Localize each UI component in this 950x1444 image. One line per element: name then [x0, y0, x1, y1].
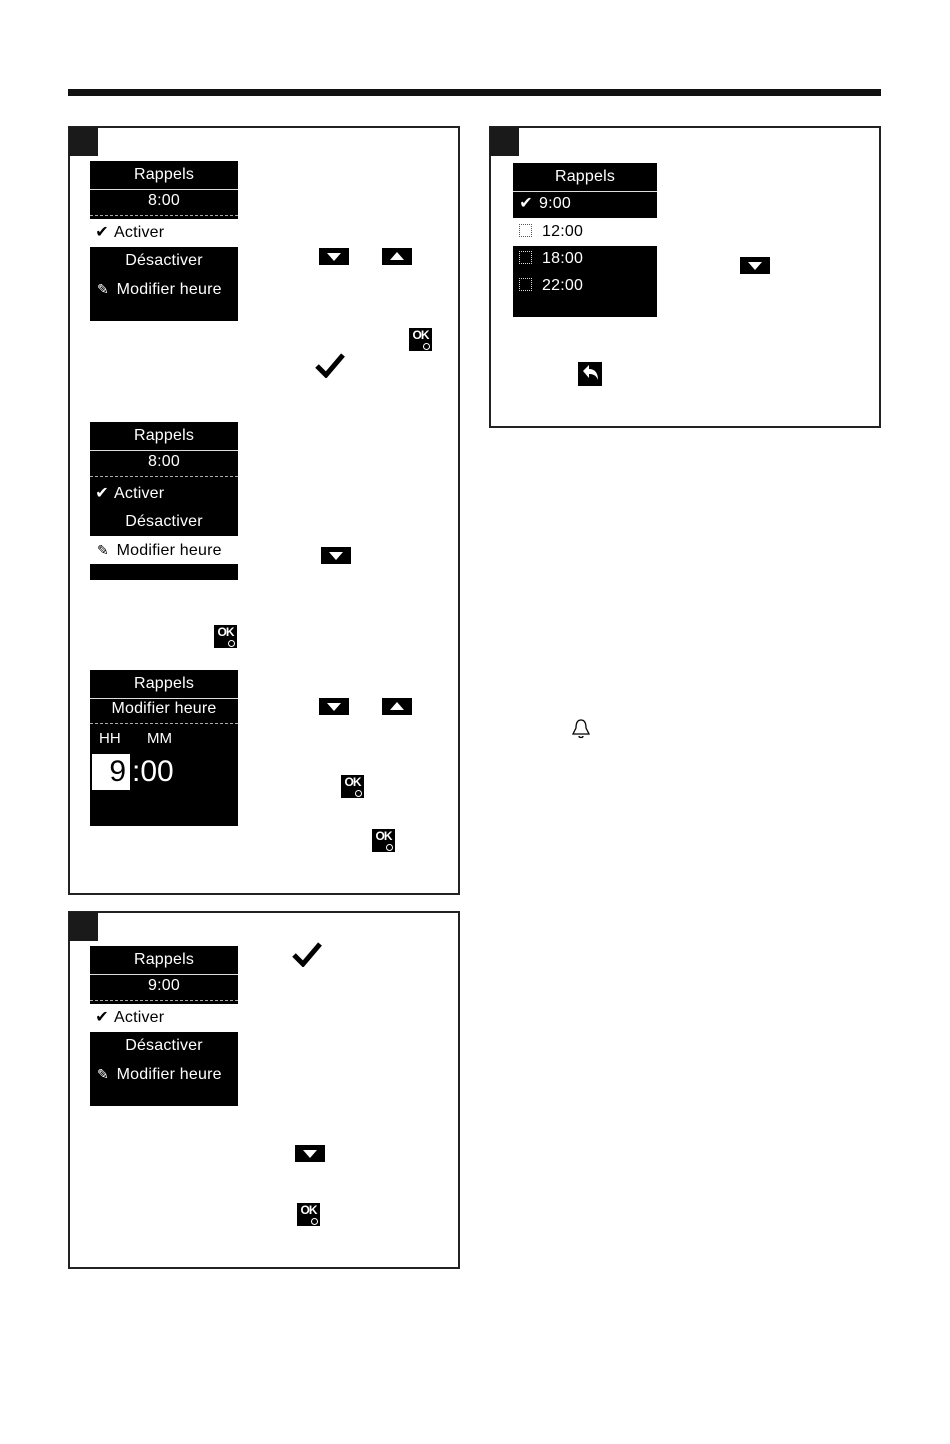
arrow-down-button[interactable]: [740, 257, 770, 274]
reminder-item[interactable]: 18:00: [513, 245, 657, 273]
reminder-item[interactable]: 22:00: [513, 272, 657, 300]
checkbox-icon: [519, 224, 532, 237]
menu-item-desactiver[interactable]: Désactiver: [125, 1037, 203, 1054]
panel-step-2: [68, 911, 460, 1269]
checkbox-icon: [519, 278, 532, 291]
menu-item-modifier-heure[interactable]: ✎ Modifier heure: [90, 536, 238, 564]
ok-button[interactable]: OK: [214, 625, 237, 648]
screen-title: Rappels: [90, 161, 238, 190]
screen-title: Rappels: [90, 670, 238, 699]
arrow-up-button[interactable]: [382, 248, 412, 265]
screen-title: Rappels: [513, 163, 657, 192]
pencil-icon: ✎: [97, 542, 109, 558]
pencil-icon: ✎: [97, 281, 109, 297]
screen-time: 8:00: [90, 187, 238, 216]
bell-icon: [569, 717, 593, 741]
screen-time: 8:00: [90, 448, 238, 477]
step-tab: [69, 127, 98, 156]
step-tab: [69, 912, 98, 941]
hour-field[interactable]: 9: [92, 754, 130, 790]
back-button[interactable]: [578, 362, 602, 386]
reminder-item[interactable]: 12:00: [513, 218, 657, 246]
device-screen-reminders: [90, 946, 238, 1106]
arrow-down-button[interactable]: [295, 1145, 325, 1162]
arrow-up-button[interactable]: [382, 698, 412, 715]
check-icon: ✔: [519, 195, 533, 212]
check-icon: ✔: [95, 485, 109, 502]
device-screen-reminders: [90, 161, 238, 321]
screen-title: Rappels: [90, 946, 238, 975]
menu-item-modifier-heure[interactable]: ✎ Modifier heure: [90, 1060, 238, 1088]
device-screen-modify-time: [90, 670, 238, 826]
menu-item-activer[interactable]: ✔ Activer: [90, 219, 238, 247]
screen-title: Rappels: [90, 422, 238, 451]
menu-item-desactiver[interactable]: Désactiver: [125, 513, 203, 530]
minutes-field[interactable]: :00: [132, 755, 174, 788]
check-icon: ✔: [95, 1009, 109, 1026]
menu-item-desactiver[interactable]: Désactiver: [125, 252, 203, 269]
arrow-down-button[interactable]: [319, 248, 349, 265]
screen-subtitle: Modifier heure: [90, 695, 238, 724]
mm-label: MM: [147, 730, 172, 747]
device-screen-reminder-list: [513, 163, 657, 317]
header-rule: [68, 89, 881, 96]
arrow-down-button[interactable]: [321, 547, 351, 564]
menu-item-activer[interactable]: ✔ Activer: [90, 1004, 238, 1032]
checkbox-icon: [519, 251, 532, 264]
ok-button[interactable]: OK: [297, 1203, 320, 1226]
ok-button[interactable]: OK: [372, 829, 395, 852]
ok-button[interactable]: OK: [409, 328, 432, 351]
panel-step-1: [68, 126, 460, 895]
back-arrow-icon: [578, 362, 602, 386]
check-icon: [315, 352, 345, 378]
pencil-icon: ✎: [97, 1066, 109, 1082]
reminder-item[interactable]: ✔ 9:00: [513, 190, 657, 218]
menu-item-modifier-heure[interactable]: ✎ Modifier heure: [90, 275, 238, 303]
menu-item-activer[interactable]: ✔ Activer: [90, 480, 238, 508]
ok-button[interactable]: OK: [341, 775, 364, 798]
screen-time: 9:00: [90, 972, 238, 1001]
step-tab: [490, 127, 519, 156]
check-icon: [292, 941, 322, 967]
arrow-down-button[interactable]: [319, 698, 349, 715]
device-screen-reminders-edit: [90, 422, 238, 580]
hh-label: HH: [99, 730, 121, 747]
check-icon: ✔: [95, 224, 109, 241]
panel-step-3: [489, 126, 881, 428]
